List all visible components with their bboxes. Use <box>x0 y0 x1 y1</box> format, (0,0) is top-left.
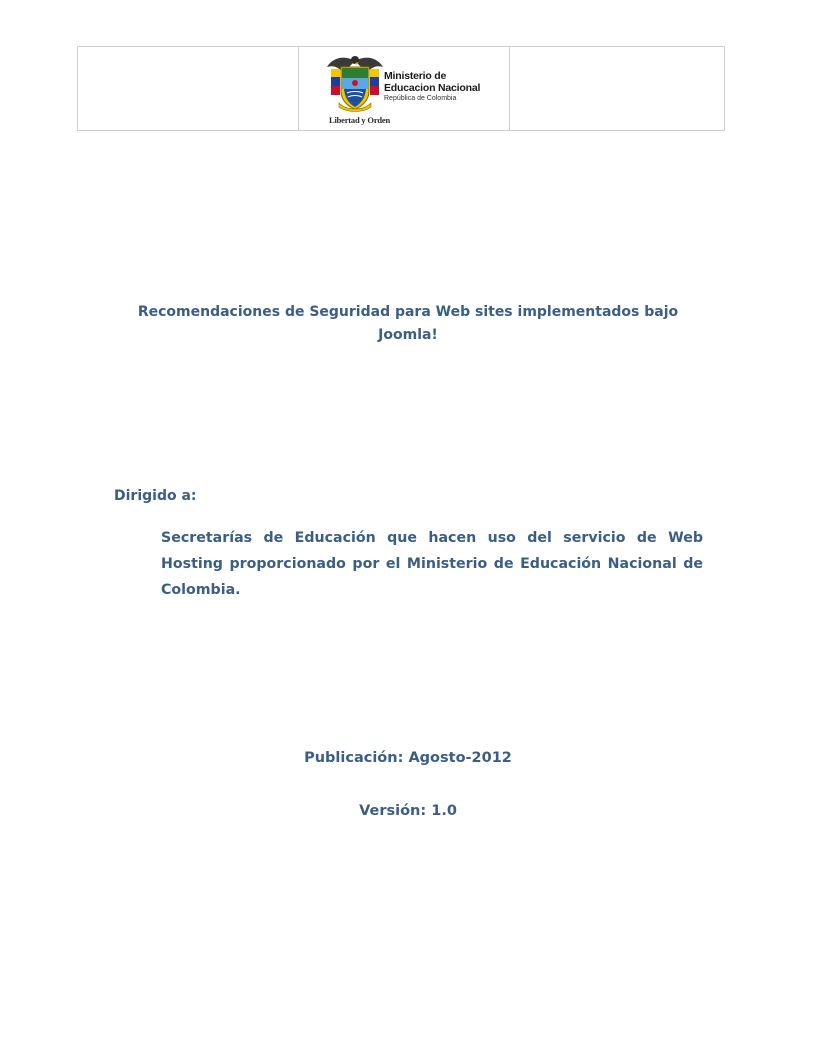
coat-of-arms-icon <box>325 53 385 113</box>
ministry-logo <box>325 53 495 129</box>
header-cell-right <box>510 47 724 130</box>
addressed-to-body: Secretarías de Educación que hacen uso del servicio de Web Hosting proporcionado por el Ministerio de Educación Nacional de Colombia. <box>161 530 703 598</box>
motto-text: Libertad y Orden <box>329 115 391 125</box>
ministry-name-line1: Ministerio de <box>384 70 447 82</box>
publication-date: Publicación: Agosto-2012 <box>304 750 512 766</box>
ministry-name <box>384 70 480 104</box>
addressed-to-label: Dirigido a: <box>114 488 197 504</box>
header-table <box>77 46 725 131</box>
document-version: Versión: 1.0 <box>359 803 457 819</box>
ministry-name-line2: Educacion Nacional <box>384 82 481 94</box>
header-cell-center <box>299 47 510 130</box>
ministry-country: República de Colombia <box>384 95 457 102</box>
header-cell-left <box>78 47 299 130</box>
document-title: Recomendaciones de Seguridad para Web sites implementados bajo Joomla! <box>137 304 679 343</box>
